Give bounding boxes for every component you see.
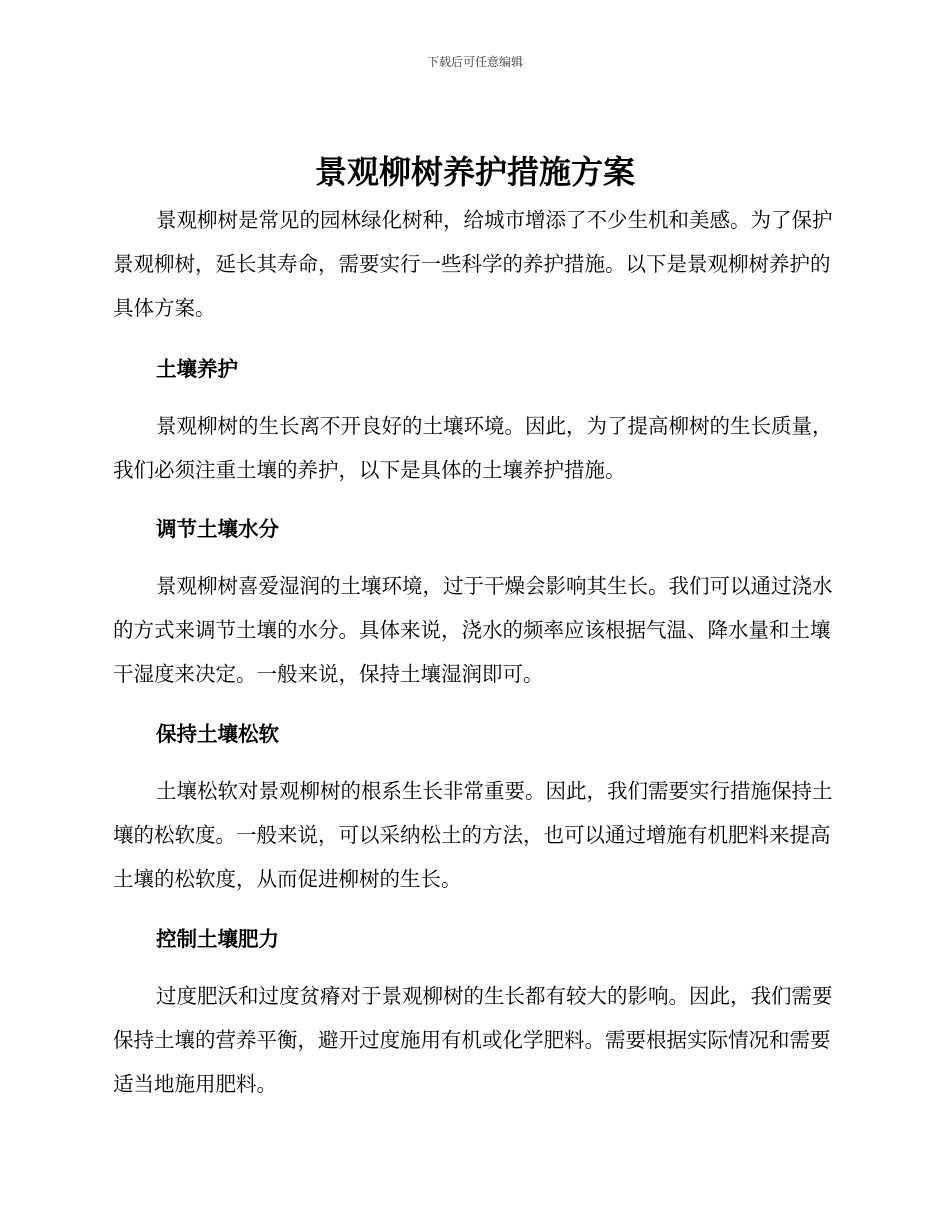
intro-paragraph: 景观柳树是常见的园林绿化树种，给城市增添了不少生机和美感。为了保护景观柳树，延长其寿命，需要实行一些科学的养护措施。以下是景观柳树养护的具体方案。 bbox=[113, 208, 833, 320]
header-note: 下载后可任意编辑 bbox=[426, 55, 523, 69]
section-paragraph-soil-care: 景观柳树的生长离不开良好的土壤环境。因此，为了提高柳树的生长质量，我们必须注重土壤的养护，以下是具体的土壤养护措施。 bbox=[113, 414, 833, 482]
section-heading-soil-looseness: 保持土壤松软 bbox=[156, 722, 279, 746]
section-heading-soil-fertility: 控制土壤肥力 bbox=[156, 927, 279, 951]
section-heading-soil-care: 土壤养护 bbox=[156, 357, 238, 381]
section-heading-soil-moisture: 调节土壤水分 bbox=[156, 517, 279, 541]
section-paragraph-soil-moisture: 景观柳树喜爱湿润的土壤环境，过于干燥会影响其生长。我们可以通过浇水的方式来调节土壤的水分。具体来说，浇水的频率应该根据气温、降水量和土壤干湿度来决定。一般来说，保持土壤湿润即可。 bbox=[113, 574, 833, 686]
document-title: 景观柳树养护措施方案 bbox=[314, 153, 635, 191]
section-paragraph-soil-fertility: 过度肥沃和过度贫瘠对于景观柳树的生长都有较大的影响。因此，我们需要保持土壤的营养平衡，避开过度施用有机或化学肥料。需要根据实际情况和需要适当地施用肥料。 bbox=[113, 984, 833, 1096]
section-paragraph-soil-looseness: 土壤松软对景观柳树的根系生长非常重要。因此，我们需要实行措施保持土壤的松软度。一般来说，可以采纳松土的方法，也可以通过增施有机肥料来提高土壤的松软度，从而促进柳树的生长。 bbox=[113, 779, 833, 891]
